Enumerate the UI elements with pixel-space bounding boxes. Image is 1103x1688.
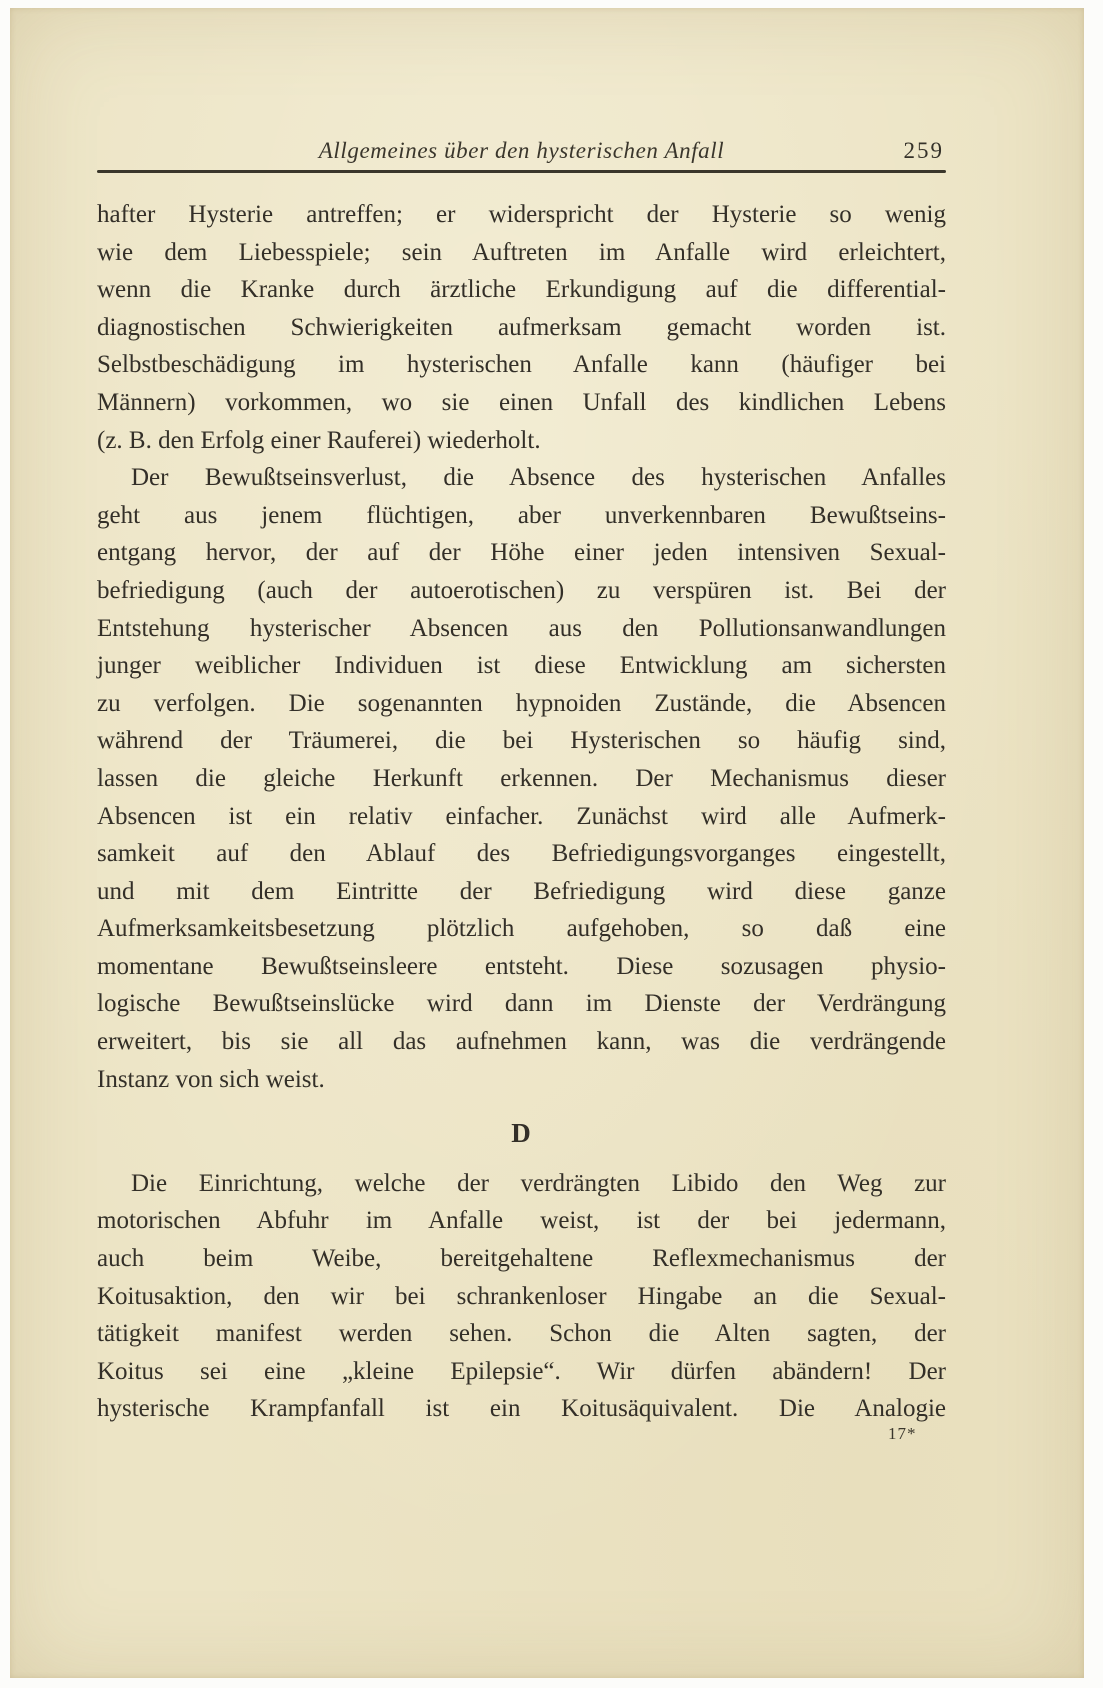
- page-number: 259: [903, 138, 944, 163]
- text-line: momentane Bewußtseinsleere entsteht. Diese sozusagen physio-: [97, 952, 946, 980]
- text-line: Aufmerksamkeitsbesetzung plötzlich aufgehoben, so daß eine: [97, 915, 946, 943]
- text-block: [97, 138, 946, 1428]
- text-line: Absencen ist ein relativ einfacher. Zunächst wird alle Aufmerk-: [97, 802, 946, 830]
- text-line: tätigkeit manifest werden sehen. Schon die Alten sagten, der: [97, 1320, 946, 1348]
- text-line: motorischen Abfuhr im Anfalle weist, ist der bei jedermann,: [97, 1207, 946, 1235]
- text-line: Der Bewußtseinsverlust, die Absence des hysterischen Anfalles: [131, 464, 946, 492]
- text-line: wie dem Liebesspiele; sein Auftreten im Anfalle wird erleichtert,: [97, 238, 946, 266]
- text-line: Koitusaktion, den wir bei schrankenloser Hingabe an die Sexual-: [97, 1282, 946, 1310]
- paper-sheet: [10, 8, 1084, 1678]
- text-line: (z. B. den Erfolg einer Rauferei) wiederholt.: [97, 426, 541, 454]
- text-line: diagnostischen Schwierigkeiten aufmerksam gemacht worden ist.: [97, 313, 946, 341]
- signature-mark: 17*: [888, 1424, 917, 1443]
- text-line: Koitus sei eine „kleine Epilepsie“. Wir dürfen abändern! Der: [97, 1357, 946, 1385]
- text-line: hysterische Krampfanfall ist ein Koitusäquivalent. Die Analogie: [97, 1395, 946, 1423]
- text-line: Die Einrichtung, welche der verdrängten Libido den Weg zur: [131, 1169, 946, 1197]
- text-line: entgang hervor, der auf der Höhe einer jeden intensiven Sexual-: [97, 539, 946, 567]
- text-line: junger weiblicher Individuen ist diese Entwicklung am sichersten: [97, 652, 946, 680]
- header-rule: [97, 170, 946, 173]
- text-line: befriedigung (auch der autoerotischen) zu verspüren ist. Bei der: [97, 576, 946, 604]
- text-line: hafter Hysterie antreffen; er widerspricht der Hysterie so wenig: [97, 201, 946, 228]
- text-line: Entstehung hysterischer Absencen aus den Pollutionsanwandlungen: [97, 614, 946, 642]
- text-line: wenn die Kranke durch ärztliche Erkundigung auf die differential-: [97, 276, 946, 304]
- text-line: Männern) vorkommen, wo sie einen Unfall des kindlichen Lebens: [97, 388, 946, 416]
- text-line: Selbstbeschädigung im hysterischen Anfalle kann (häufiger bei: [97, 351, 946, 379]
- body-text: [97, 196, 946, 1428]
- running-title: Allgemeines über den hysterischen Anfall: [318, 138, 725, 163]
- text-line: und mit dem Eintritte der Befriedigung wird diese ganze: [97, 877, 946, 905]
- text-line: erweitert, bis sie all das aufnehmen kann, was die verdrängende: [97, 1028, 946, 1056]
- text-line: während der Träumerei, die bei Hysterischen so häufig sind,: [97, 727, 946, 755]
- section-heading: D: [511, 1118, 532, 1149]
- text-line: geht aus jenem flüchtigen, aber unverkennbaren Bewußtseins-: [97, 501, 946, 529]
- running-head: [97, 138, 946, 164]
- text-line: logische Bewußtseinslücke wird dann im Dienste der Verdrängung: [97, 990, 946, 1018]
- text-line: Instanz von sich weist.: [97, 1065, 325, 1093]
- text-line: samkeit auf den Ablauf des Befriedigungsvorganges eingestellt,: [97, 840, 946, 868]
- text-line: auch beim Weibe, bereitgehaltene Reflexmechanismus der: [97, 1245, 946, 1273]
- text-line: zu verfolgen. Die sogenannten hypnoiden Zustände, die Absencen: [97, 689, 946, 717]
- text-line: lassen die gleiche Herkunft erkennen. Der Mechanismus dieser: [97, 764, 946, 792]
